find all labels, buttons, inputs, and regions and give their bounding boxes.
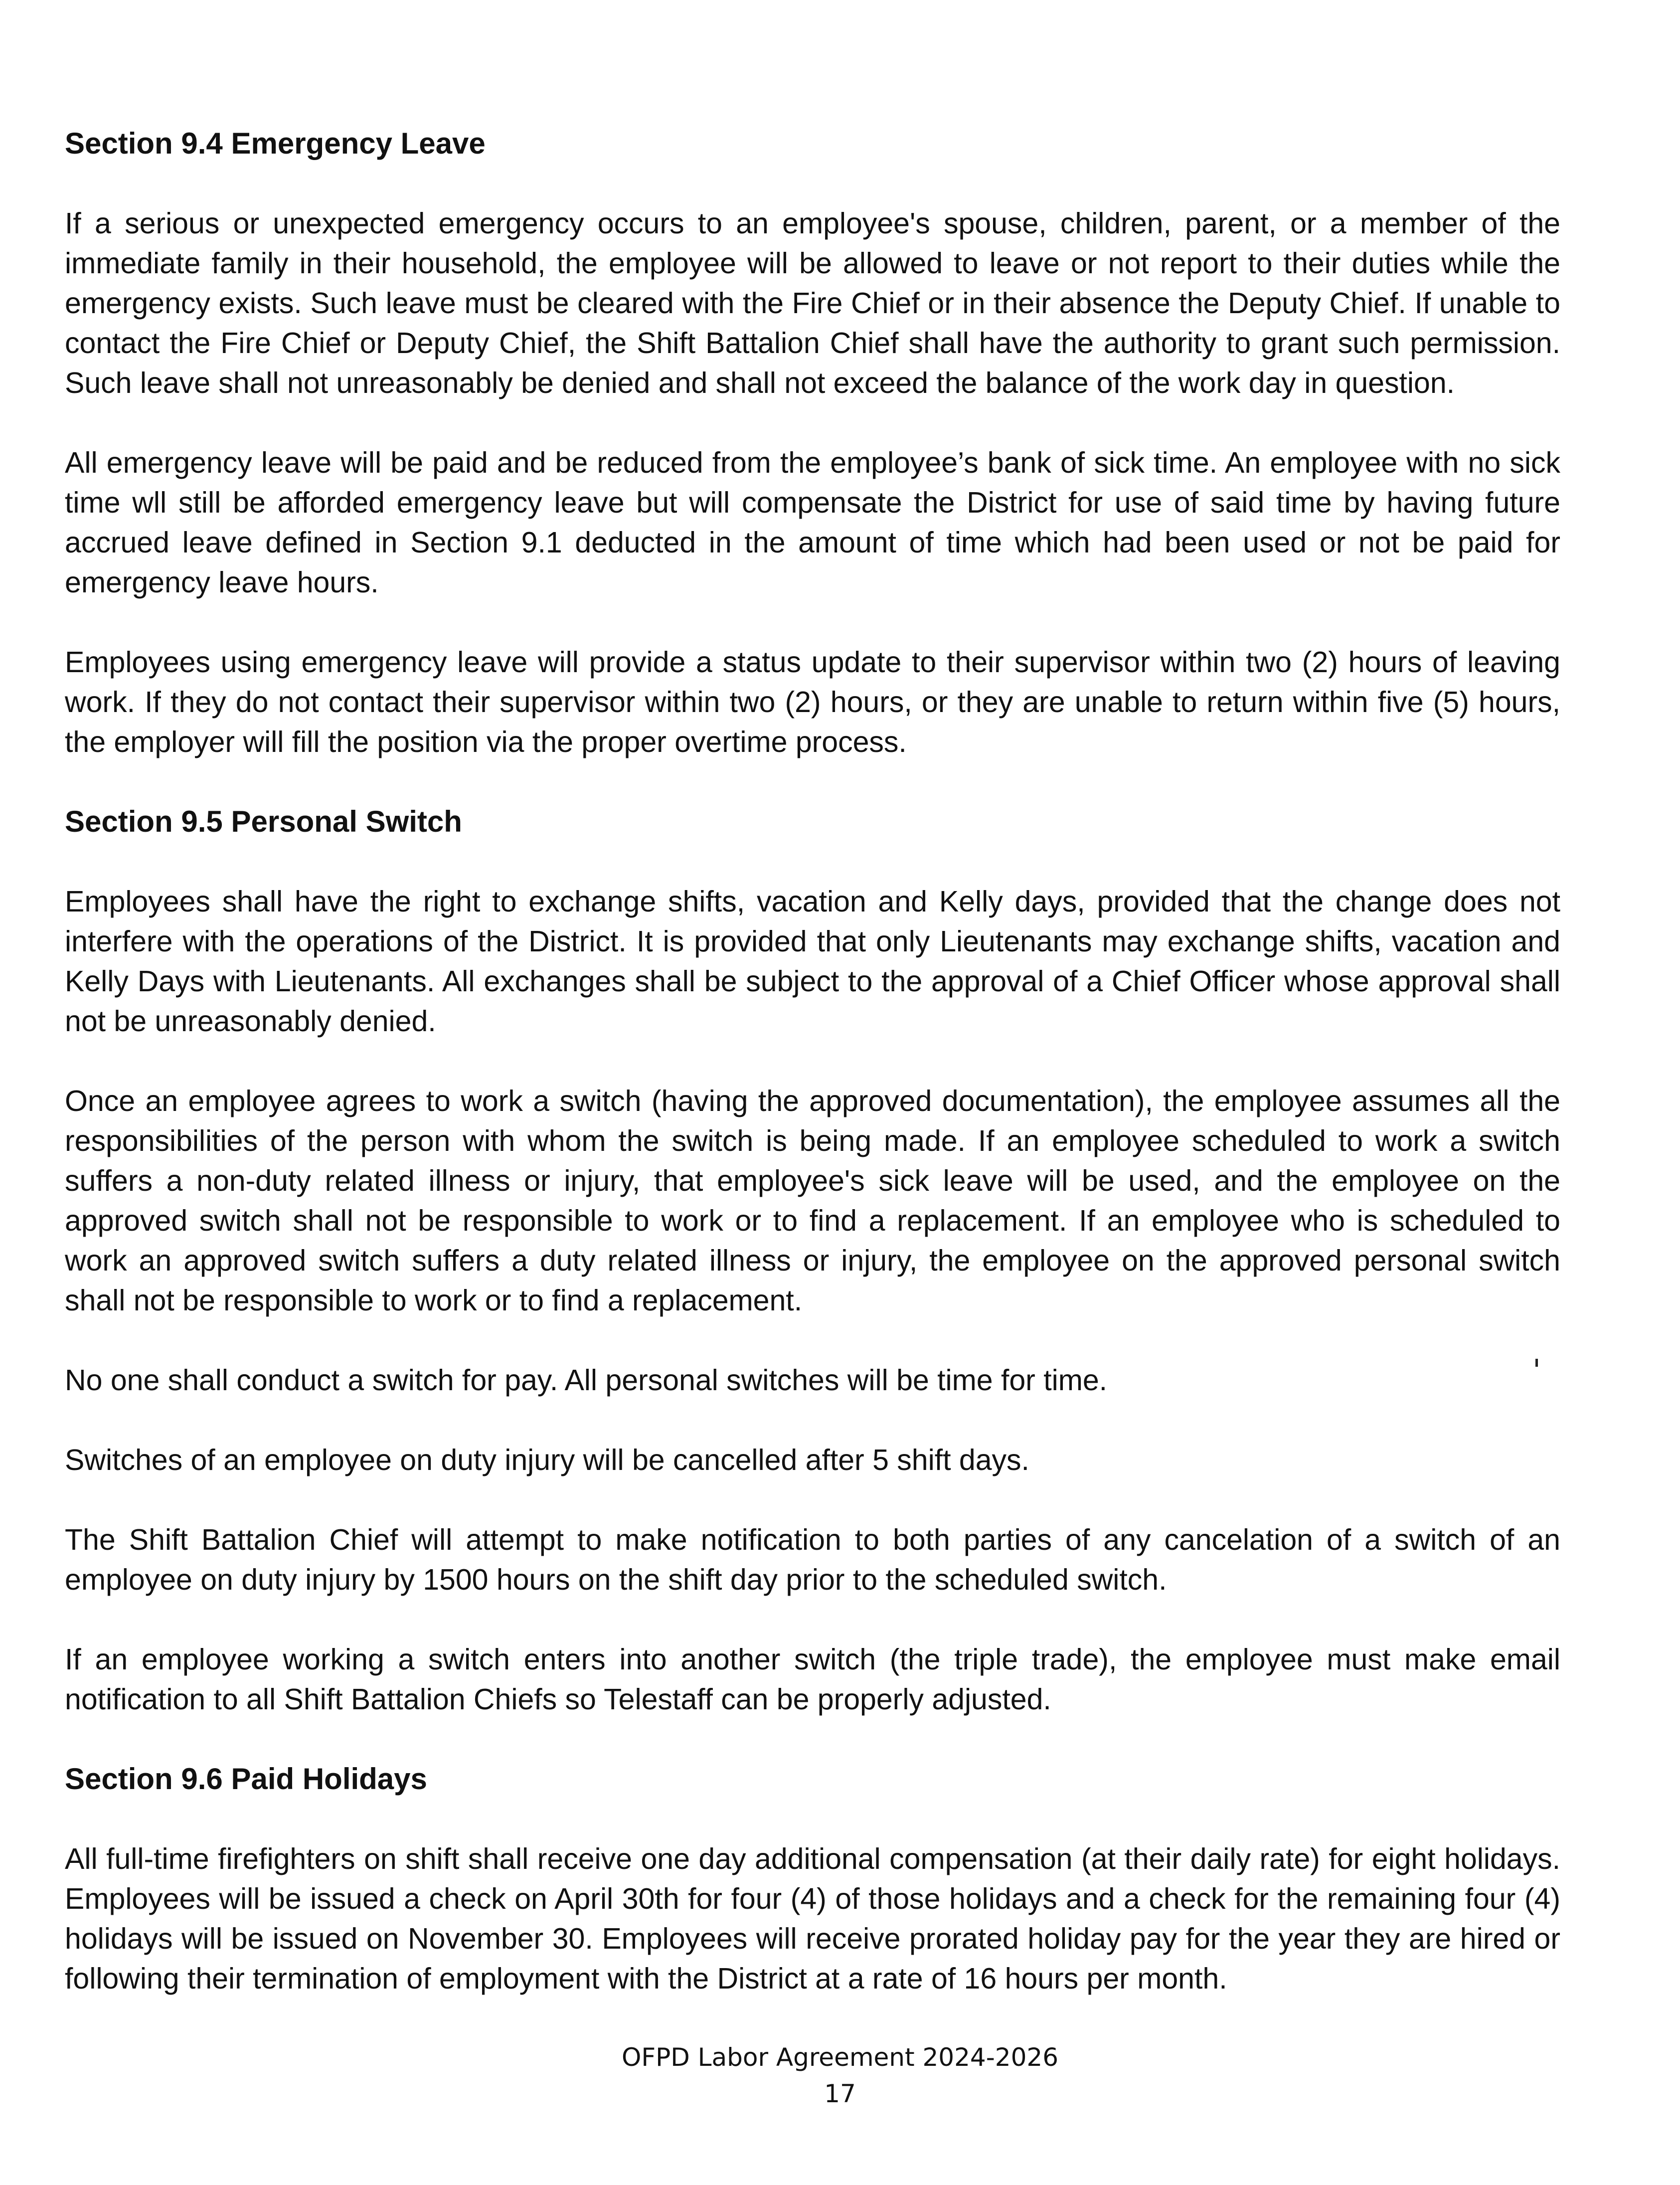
paragraph: If a serious or unexpected emergency occurs to an employee's spouse, children, parent, or a member of the immediate family in their household, the employee will be allowed to leave or not report to their duties while the emergency exists. Such leave must be cleared with the Fire Chief or in their absence the Deputy Chief. If unable to contact the Fire Chief or Deputy Chief, the Shift Battalion Chief shall have the authority to grant such permission. Such leave shall not unreasonably be denied and shall not exceed the balance of the work day in question.	[65, 207, 1560, 399]
paragraph: Once an employee agrees to work a switch (having the approved documentation), the employee assumes all the responsibilities of the person with whom the switch is being made. If an employee scheduled to work a switch suffers a non-duty related illness or injury, that employee's sick leave will be used, and the employee on the approved switch shall not be responsible to work or to find a replacement. If an employee who is scheduled to work an approved switch suffers a duty related illness or injury, the employee on the approved personal switch shall not be responsible to work or to find a replacement.	[65, 1085, 1560, 1317]
paragraph: No one shall conduct a switch for pay. All personal switches will be time for time.	[65, 1364, 1108, 1397]
paragraph: Switches of an employee on duty injury will be cancelled after 5 shift days.	[65, 1444, 1029, 1476]
document-page	[65, 124, 1560, 1999]
section-heading-9-4: Section 9.4 Emergency Leave	[65, 127, 486, 160]
paragraph: Employees using emergency leave will provide a status update to their supervisor within two (2) hours of leaving work. If they do not contact their supervisor within two (2) hours, or they are unable to return within five (5) hours, the employer will fill the position via the proper overtime process.	[65, 646, 1560, 758]
paragraph: All full-time firefighters on shift shall receive one day additional compensation (at their daily rate) for eight holidays. Employees will be issued a check on April 30th for four (4) of those holidays and a check for the remaining four (4) holidays will be issued on November 30. Employees will receive prorated holiday pay for the year they are hired or following their termination of employment with the District at a rate of 16 hours per month.	[65, 1842, 1560, 1995]
section-heading-9-5: Section 9.5 Personal Switch	[65, 805, 462, 838]
section-heading-9-6: Section 9.6 Paid Holidays	[65, 1762, 427, 1796]
page-number: 17	[824, 2079, 856, 2108]
paragraph: Employees shall have the right to exchange shifts, vacation and Kelly days, provided that the change does not interfere with the operations of the District. It is provided that only Lieutenants may exchange shifts, vacation and Kelly Days with Lieutenants. All exchanges shall be subject to the approval of a Chief Officer whose approval shall not be unreasonably denied.	[65, 885, 1560, 1038]
paragraph: If an employee working a switch enters into another switch (the triple trade), the employee must make email notification to all Shift Battalion Chiefs so Telestaff can be properly adjusted.	[65, 1643, 1560, 1716]
paragraph: The Shift Battalion Chief will attempt to make notification to both parties of any cancelation of a switch of an employee on duty injury by 1500 hours on the shift day prior to the scheduled switch.	[65, 1523, 1560, 1596]
footer-title: OFPD Labor Agreement 2024-2026	[621, 2043, 1059, 2072]
scan-artifact-mark	[1535, 1359, 1538, 1367]
paragraph: All emergency leave will be paid and be reduced from the employee’s bank of sick time. An employee with no sick time wll still be afforded emergency leave but will compensate the District for use of said time by having future accrued leave defined in Section 9.1 deducted in the amount of time which had been used or not be paid for emergency leave hours.	[65, 446, 1560, 599]
